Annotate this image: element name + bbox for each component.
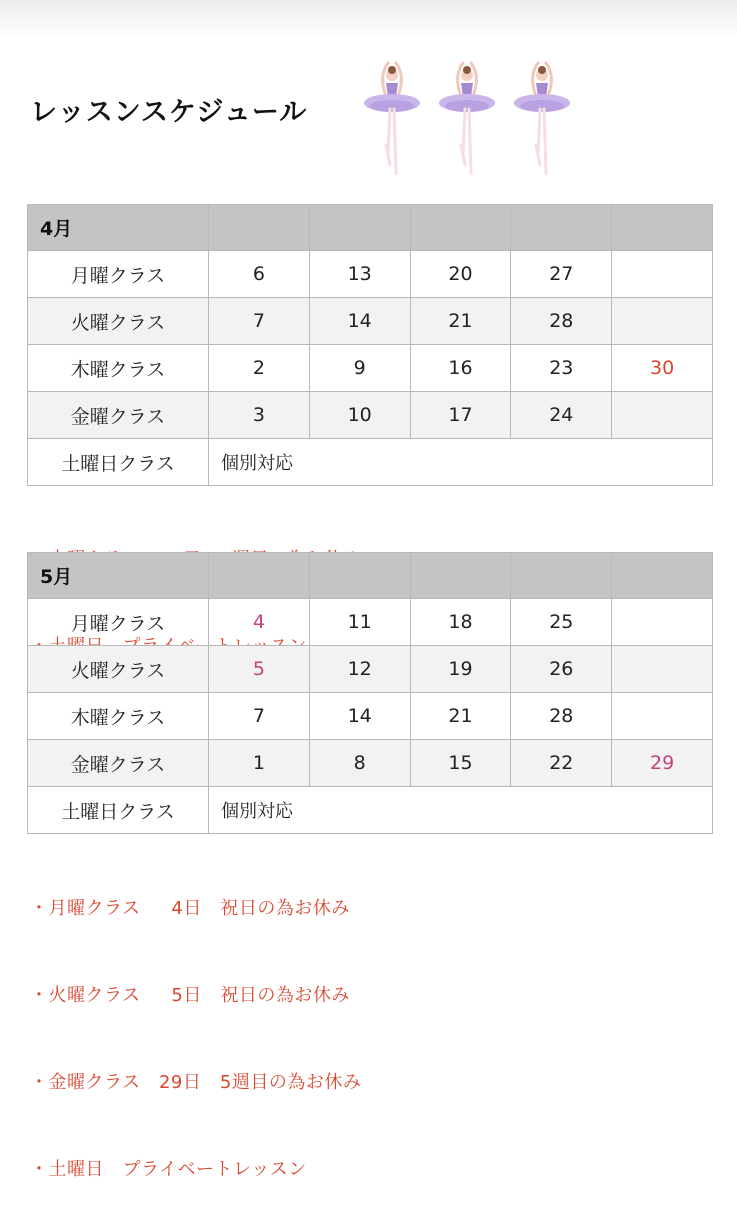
class-label: 土曜日クラス bbox=[28, 787, 209, 834]
table-row bbox=[28, 599, 713, 646]
table-row bbox=[28, 251, 713, 298]
date-cell: 22 bbox=[511, 740, 612, 787]
table-row-saturday bbox=[28, 787, 713, 834]
date-cell bbox=[612, 251, 713, 298]
date-cell: 12 bbox=[309, 646, 410, 693]
date-cell: 26 bbox=[511, 646, 612, 693]
table-row-saturday bbox=[28, 439, 713, 486]
date-cell: 8 bbox=[309, 740, 410, 787]
class-label: 木曜クラス bbox=[28, 345, 209, 392]
table-row bbox=[28, 693, 713, 740]
month-label: 4月 bbox=[28, 205, 209, 251]
date-cell: 28 bbox=[511, 298, 612, 345]
date-cell bbox=[612, 599, 713, 646]
saturday-note: 個別対応 bbox=[209, 439, 713, 486]
date-cell: 27 bbox=[511, 251, 612, 298]
date-cell: 14 bbox=[309, 298, 410, 345]
date-cell: 13 bbox=[309, 251, 410, 298]
date-cell: 3 bbox=[209, 392, 310, 439]
holiday-date-cell: 5 bbox=[209, 646, 310, 693]
date-cell bbox=[612, 392, 713, 439]
holiday-date-cell: 29 bbox=[612, 740, 713, 787]
table-header-row bbox=[28, 553, 713, 599]
date-cell bbox=[612, 693, 713, 740]
date-cell bbox=[612, 298, 713, 345]
date-cell: 19 bbox=[410, 646, 511, 693]
date-cell: 24 bbox=[511, 392, 612, 439]
class-label: 月曜クラス bbox=[28, 251, 209, 298]
may-schedule-table bbox=[27, 552, 713, 834]
date-cell: 28 bbox=[511, 693, 612, 740]
date-cell: 18 bbox=[410, 599, 511, 646]
date-cell: 2 bbox=[209, 345, 310, 392]
date-cell: 25 bbox=[511, 599, 612, 646]
april-schedule-table bbox=[27, 204, 713, 486]
holiday-date-cell: 30 bbox=[612, 345, 713, 392]
date-cell: 7 bbox=[209, 693, 310, 740]
holiday-date-cell: 4 bbox=[209, 599, 310, 646]
class-label: 土曜日クラス bbox=[28, 439, 209, 486]
date-cell: 15 bbox=[410, 740, 511, 787]
saturday-note: 個別対応 bbox=[209, 787, 713, 834]
note-line: ・金曜クラス 29日 5週目の為お休み bbox=[30, 1072, 362, 1093]
may-notes bbox=[30, 836, 361, 1213]
class-label: 金曜クラス bbox=[28, 740, 209, 787]
note-line: ・月曜クラス 4日 祝日の為お休み bbox=[30, 898, 350, 919]
month-label: 5月 bbox=[28, 553, 209, 599]
date-cell: 14 bbox=[309, 693, 410, 740]
date-cell: 20 bbox=[410, 251, 511, 298]
ballerina-illustration bbox=[355, 55, 580, 180]
note-line: ・火曜クラス 5日 祝日の為お休み bbox=[30, 985, 350, 1006]
class-label: 火曜クラス bbox=[28, 646, 209, 693]
page-title: レッスンスケジュール bbox=[30, 97, 308, 128]
table-row bbox=[28, 740, 713, 787]
table-row bbox=[28, 345, 713, 392]
date-cell: 23 bbox=[511, 345, 612, 392]
date-cell: 16 bbox=[410, 345, 511, 392]
class-label: 月曜クラス bbox=[28, 599, 209, 646]
date-cell: 1 bbox=[209, 740, 310, 787]
date-cell: 11 bbox=[309, 599, 410, 646]
class-label: 火曜クラス bbox=[28, 298, 209, 345]
date-cell: 21 bbox=[410, 693, 511, 740]
date-cell: 7 bbox=[209, 298, 310, 345]
date-cell: 21 bbox=[410, 298, 511, 345]
note-line: ・土曜日 プライベートレッスン bbox=[30, 1159, 307, 1180]
table-row bbox=[28, 392, 713, 439]
date-cell: 10 bbox=[309, 392, 410, 439]
class-label: 金曜クラス bbox=[28, 392, 209, 439]
top-fade bbox=[0, 0, 737, 40]
date-cell: 17 bbox=[410, 392, 511, 439]
date-cell: 6 bbox=[209, 251, 310, 298]
table-row bbox=[28, 298, 713, 345]
table-row bbox=[28, 646, 713, 693]
class-label: 木曜クラス bbox=[28, 693, 209, 740]
table-header-row bbox=[28, 205, 713, 251]
date-cell bbox=[612, 646, 713, 693]
date-cell: 9 bbox=[309, 345, 410, 392]
